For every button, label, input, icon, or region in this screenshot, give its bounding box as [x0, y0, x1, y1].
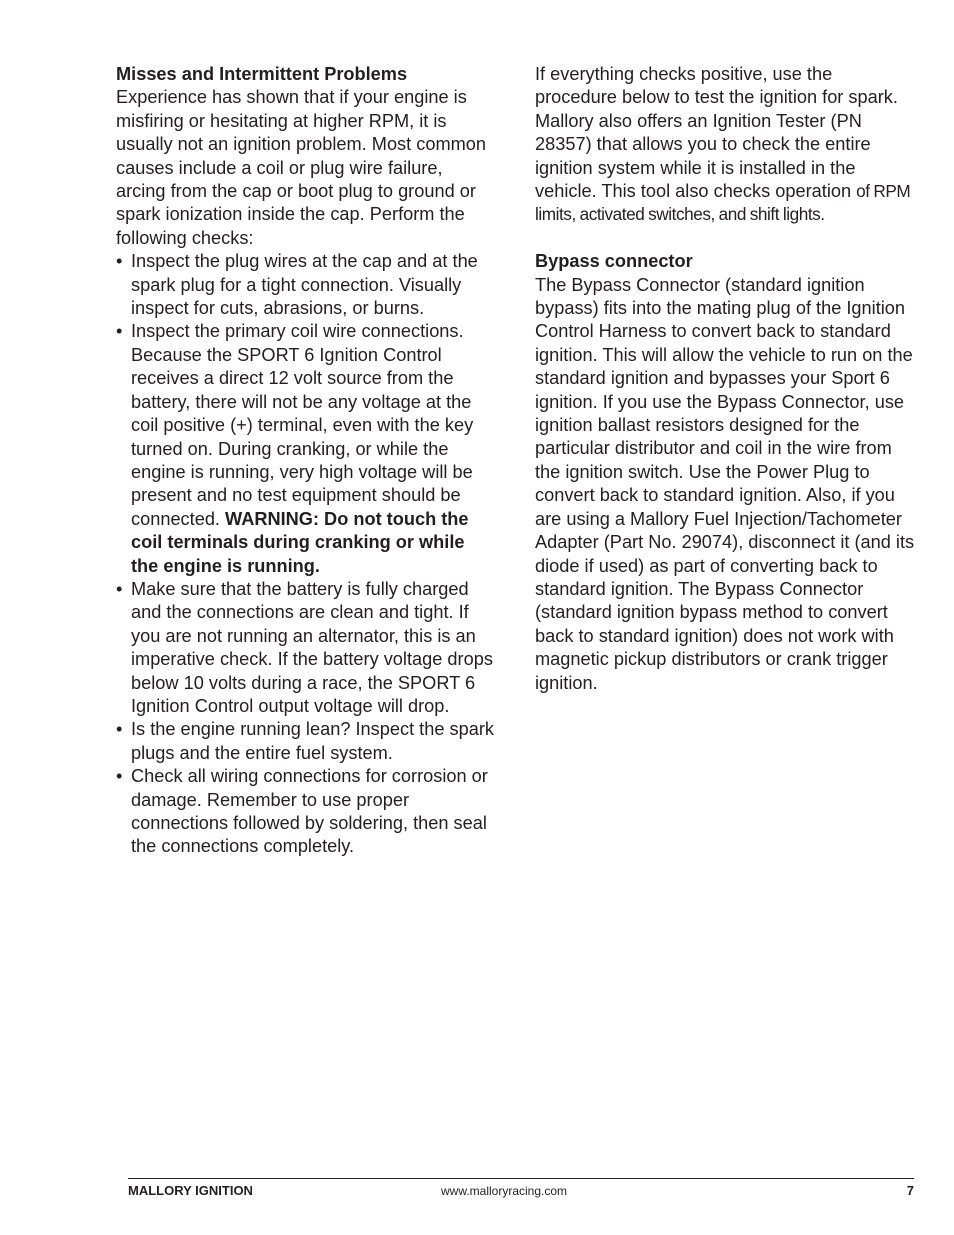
- list-item-text: Check all wiring connections for corrosion or damage. Remember to use proper connections followed by soldering, then seal the connections completely.: [131, 766, 488, 857]
- list-item: [116, 718, 494, 765]
- left-column: [116, 63, 494, 859]
- list-item-text: Is the engine running lean? Inspect the spark plugs and the entire fuel system.: [131, 719, 494, 763]
- list-item: [116, 250, 494, 320]
- section-heading-misses: Misses and Intermittent Problems: [116, 64, 408, 84]
- page-number: 7: [906, 1183, 914, 1198]
- list-item: [116, 320, 494, 577]
- list-item-text: Inspect the plug wires at the cap and at the spark plug for a tight connection. Visually inspect for cuts, abrasions, or burns.: [131, 251, 478, 319]
- footer-brand: MALLORY IGNITION: [128, 1183, 253, 1198]
- footer-divider: [128, 1178, 914, 1179]
- right-column: [535, 63, 917, 695]
- warning-text: WARNING: Do not touch the coil terminals during cranking or while the engine is running.: [131, 508, 469, 576]
- ignition-tester-text-tail: of RPM limits, activated switches, and shift lights.: [535, 181, 911, 225]
- bypass-paragraph: The Bypass Connector (standard ignition bypass) fits into the mating plug of the Ignition Control Harness to convert back to standard ignition. This will allow the vehicle to run on the standard ignition and bypasses your Sport 6 ignition. If you use the Bypass Connector, use ignition ballast resistors designed for the particular distributor and coil in the wire from the ignition switch. Use the Power Plug to convert back to standard ignition. Also, if you are using a Mallory Fuel Injection/Tachometer Adapter (Part No. 29074), disconnect it (and its diode if used) as part of converting back to standard ignition. The Bypass Connector (standard ignition bypass method to convert back to standard ignition) does not work with magnetic pickup distributors or crank trigger ignition.: [535, 274, 915, 693]
- list-item: [116, 765, 494, 859]
- paragraph-spacer: [535, 227, 917, 250]
- list-item-text: Inspect the primary coil wire connections. Because the SPORT 6 Ignition Control receives a direct 12 volt source from the battery, there will not be any voltage at the coil positive (+) terminal, even with the key turned on. During cranking, or while the engine is running, very high voltage will be present and no test equipment should be connected.: [131, 321, 474, 529]
- ignition-tester-paragraph: [535, 63, 917, 227]
- section-heading-bypass: Bypass connector: [535, 251, 693, 272]
- list-item: [116, 578, 494, 718]
- list-item-text: Make sure that the battery is fully charged and the connections are clean and tight. If you are not running an alternator, this is an imperative check. If the battery voltage drops below 10 volts during a race, the SPORT 6 Ignition Control output voltage will drop.: [131, 578, 493, 716]
- footer-url: www.malloryracing.com: [441, 1184, 568, 1198]
- misses-intro-paragraph: Experience has shown that if your engine is misfiring or hesitating at higher RPM, it is usually not an ignition problem. Most common causes include a coil or plug wire failure, arcing from the cap or boot plug to ground or spark ionization inside the cap. Perform the following checks:: [116, 87, 486, 248]
- ignition-tester-text: If everything checks positive, use the procedure below to test the ignition for spark. Mallory also offers an Ignition Tester (PN 28357) that allows you to check the entire ignition system while it is installed in the vehicle. This tool also checks operation: [535, 64, 898, 202]
- checks-list: [116, 250, 494, 859]
